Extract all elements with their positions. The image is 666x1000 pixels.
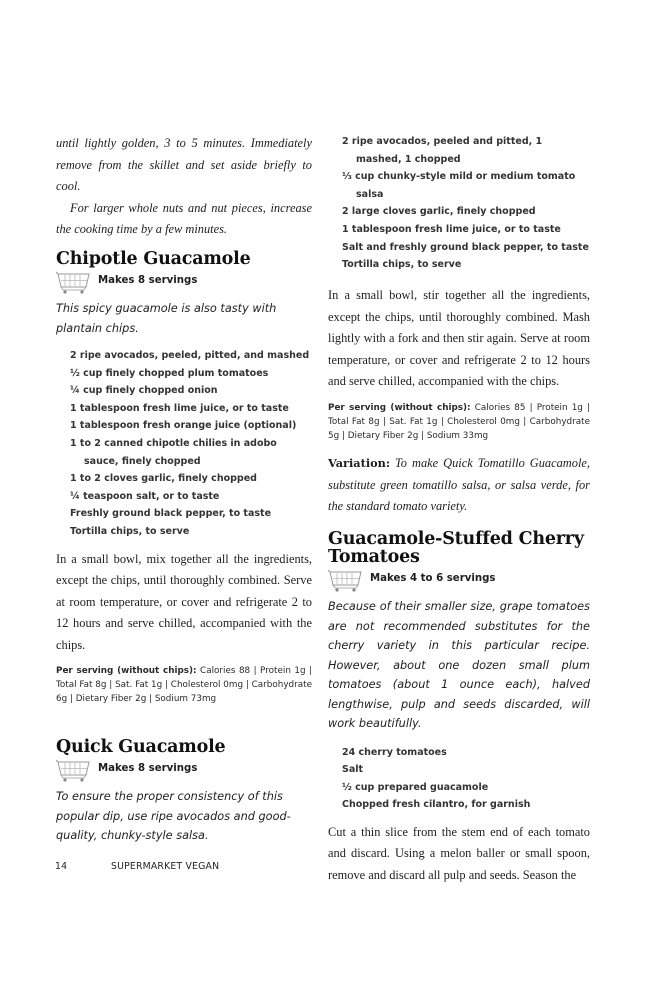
recipe-intro: This spicy guacamole is also tasty with plantain chips.: [56, 302, 277, 335]
nutrition-info: [56, 664, 312, 707]
quick-guacamole-method: [328, 285, 590, 518]
serving-tray-icon: [328, 569, 366, 595]
recipe-method: Cut a thin slice from the stem end of each tomato and discard. Using a melon baller or small spoon, remove and discard all pulp and seeds. Season the: [328, 824, 590, 882]
continuation-text: until lightly golden, 3 to 5 minutes. Immediately remove from the skillet and set aside briefly to cool.: [56, 136, 312, 193]
servings-row: [328, 569, 590, 595]
variation-note: [328, 453, 590, 518]
ingredient: Salt and freshly ground black pepper, to taste: [342, 241, 589, 253]
serving-tray-icon: [56, 759, 94, 785]
ingredient: ½ cup finely chopped plum tomatoes: [70, 367, 269, 379]
recipe-intro: Because of their smaller size, grape tomatoes are not recommended substitutes for the cherry variety in this particular recipe. However, about one dozen small plum tomatoes (about 1 ounce each), halved lengthwise, pulp and seeds discarded, will work beautifully.: [328, 600, 590, 730]
servings-text: Makes 8 servings: [98, 275, 198, 286]
ingredient: 2 ripe avocados, peeled and pitted, 1 mashed, 1 chopped: [342, 136, 543, 165]
ingredient: 1 to 2 cloves garlic, finely chopped: [70, 473, 257, 485]
ingredient: ¼ cup finely chopped onion: [70, 385, 218, 397]
ingredient: ½ cup prepared guacamole: [342, 781, 489, 793]
recipe-method: In a small bowl, mix together all the ingredients, except the chips, until thoroughly combined. Serve at room temperature, or cover and refrigerate 2 to 12 hours and serve chilled, accompanied with the chips.: [56, 551, 312, 652]
ingredient: 1 tablespoon fresh orange juice (optional): [70, 420, 297, 432]
recipe-title: Chipotle Guacamole: [56, 249, 251, 269]
serving-tray-icon: [56, 271, 94, 297]
recipe-title: Guacamole-Stuffed Cherry Tomatoes: [328, 529, 584, 567]
servings-text: Makes 4 to 6 servings: [370, 573, 496, 584]
nutrition-label: Per serving (without chips):: [328, 402, 471, 413]
ingredient: ⅓ cup chunky-style mild or medium tomato salsa: [342, 171, 576, 200]
page-footer: [55, 861, 219, 872]
ingredient: Freshly ground black pepper, to taste: [70, 508, 272, 520]
ingredient: ¼ teaspoon salt, or to taste: [70, 490, 220, 502]
ingredient: 2 large cloves garlic, finely chopped: [342, 206, 536, 218]
servings-row: [56, 759, 312, 785]
running-title: SUPERMARKET VEGAN: [111, 861, 220, 872]
ingredient-list: [342, 133, 590, 274]
ingredient: Tortilla chips, to serve: [70, 525, 190, 537]
ingredient: 1 tablespoon fresh lime juice, or to taste: [70, 402, 289, 414]
recipe-intro: To ensure the proper consistency of this popular dip, use ripe avocados and good-quality, chunky-style salsa.: [56, 790, 291, 842]
continuation-note: For larger whole nuts and nut pieces, increase the cooking time by a few minutes.: [56, 200, 312, 236]
recipe-guacamole-stuffed-cherry-tomatoes: [328, 530, 590, 886]
variation-text: To make Quick Tomatillo Guacamole, substitute green tomatillo salsa, or salsa verde, for the standard tomato variety.: [328, 456, 590, 514]
ingredient: Tortilla chips, to serve: [342, 259, 462, 271]
recipe-quick-guacamole: [56, 738, 312, 846]
servings-text: Makes 8 servings: [98, 763, 198, 774]
ingredient: 1 tablespoon fresh lime juice, or to taste: [342, 223, 561, 235]
nut-toasting-continuation: [56, 133, 312, 241]
ingredient-list: [342, 744, 590, 814]
nutrition-info: [328, 401, 590, 444]
servings-row: [56, 271, 312, 297]
nutrition-label: Per serving (without chips):: [56, 666, 197, 677]
ingredient: 24 cherry tomatoes: [342, 746, 447, 758]
page-number: 14: [55, 861, 68, 872]
recipe-method: In a small bowl, stir together all the ingredients, except the chips, until thoroughly combined. Mash lightly with a fork and then stir again. Serve at room temperature, or cover and refrigerate 2 to 12 hours and serve chilled, accompanied with the chips.: [328, 288, 590, 388]
nutrition-values: Calories 85 | Protein 1g | Total Fat 8g | Sat. Fat 1g | Cholesterol 0mg | Carbohydrate 5g | Dietary Fiber 2g | Sodium 33mg: [328, 402, 591, 441]
ingredient-list: [70, 347, 312, 541]
ingredient: Salt: [342, 764, 364, 776]
recipe-title: Quick Guacamole: [56, 737, 226, 757]
ingredient: 2 ripe avocados, peeled, pitted, and mashed: [70, 350, 310, 361]
ingredient: 1 to 2 canned chipotle chilies in adobo sauce, finely chopped: [70, 437, 277, 467]
nutrition-values: Calories 88 | Protein 1g | Total Fat 8g | Sat. Fat 1g | Cholesterol 0mg | Carbohydrate 6g | Dietary Fiber 2g | Sodium 73mg: [56, 666, 313, 705]
variation-label: Variation:: [328, 456, 391, 471]
recipe-chipotle-guacamole: [56, 250, 312, 707]
ingredient: Chopped fresh cilantro, for garnish: [342, 799, 531, 811]
